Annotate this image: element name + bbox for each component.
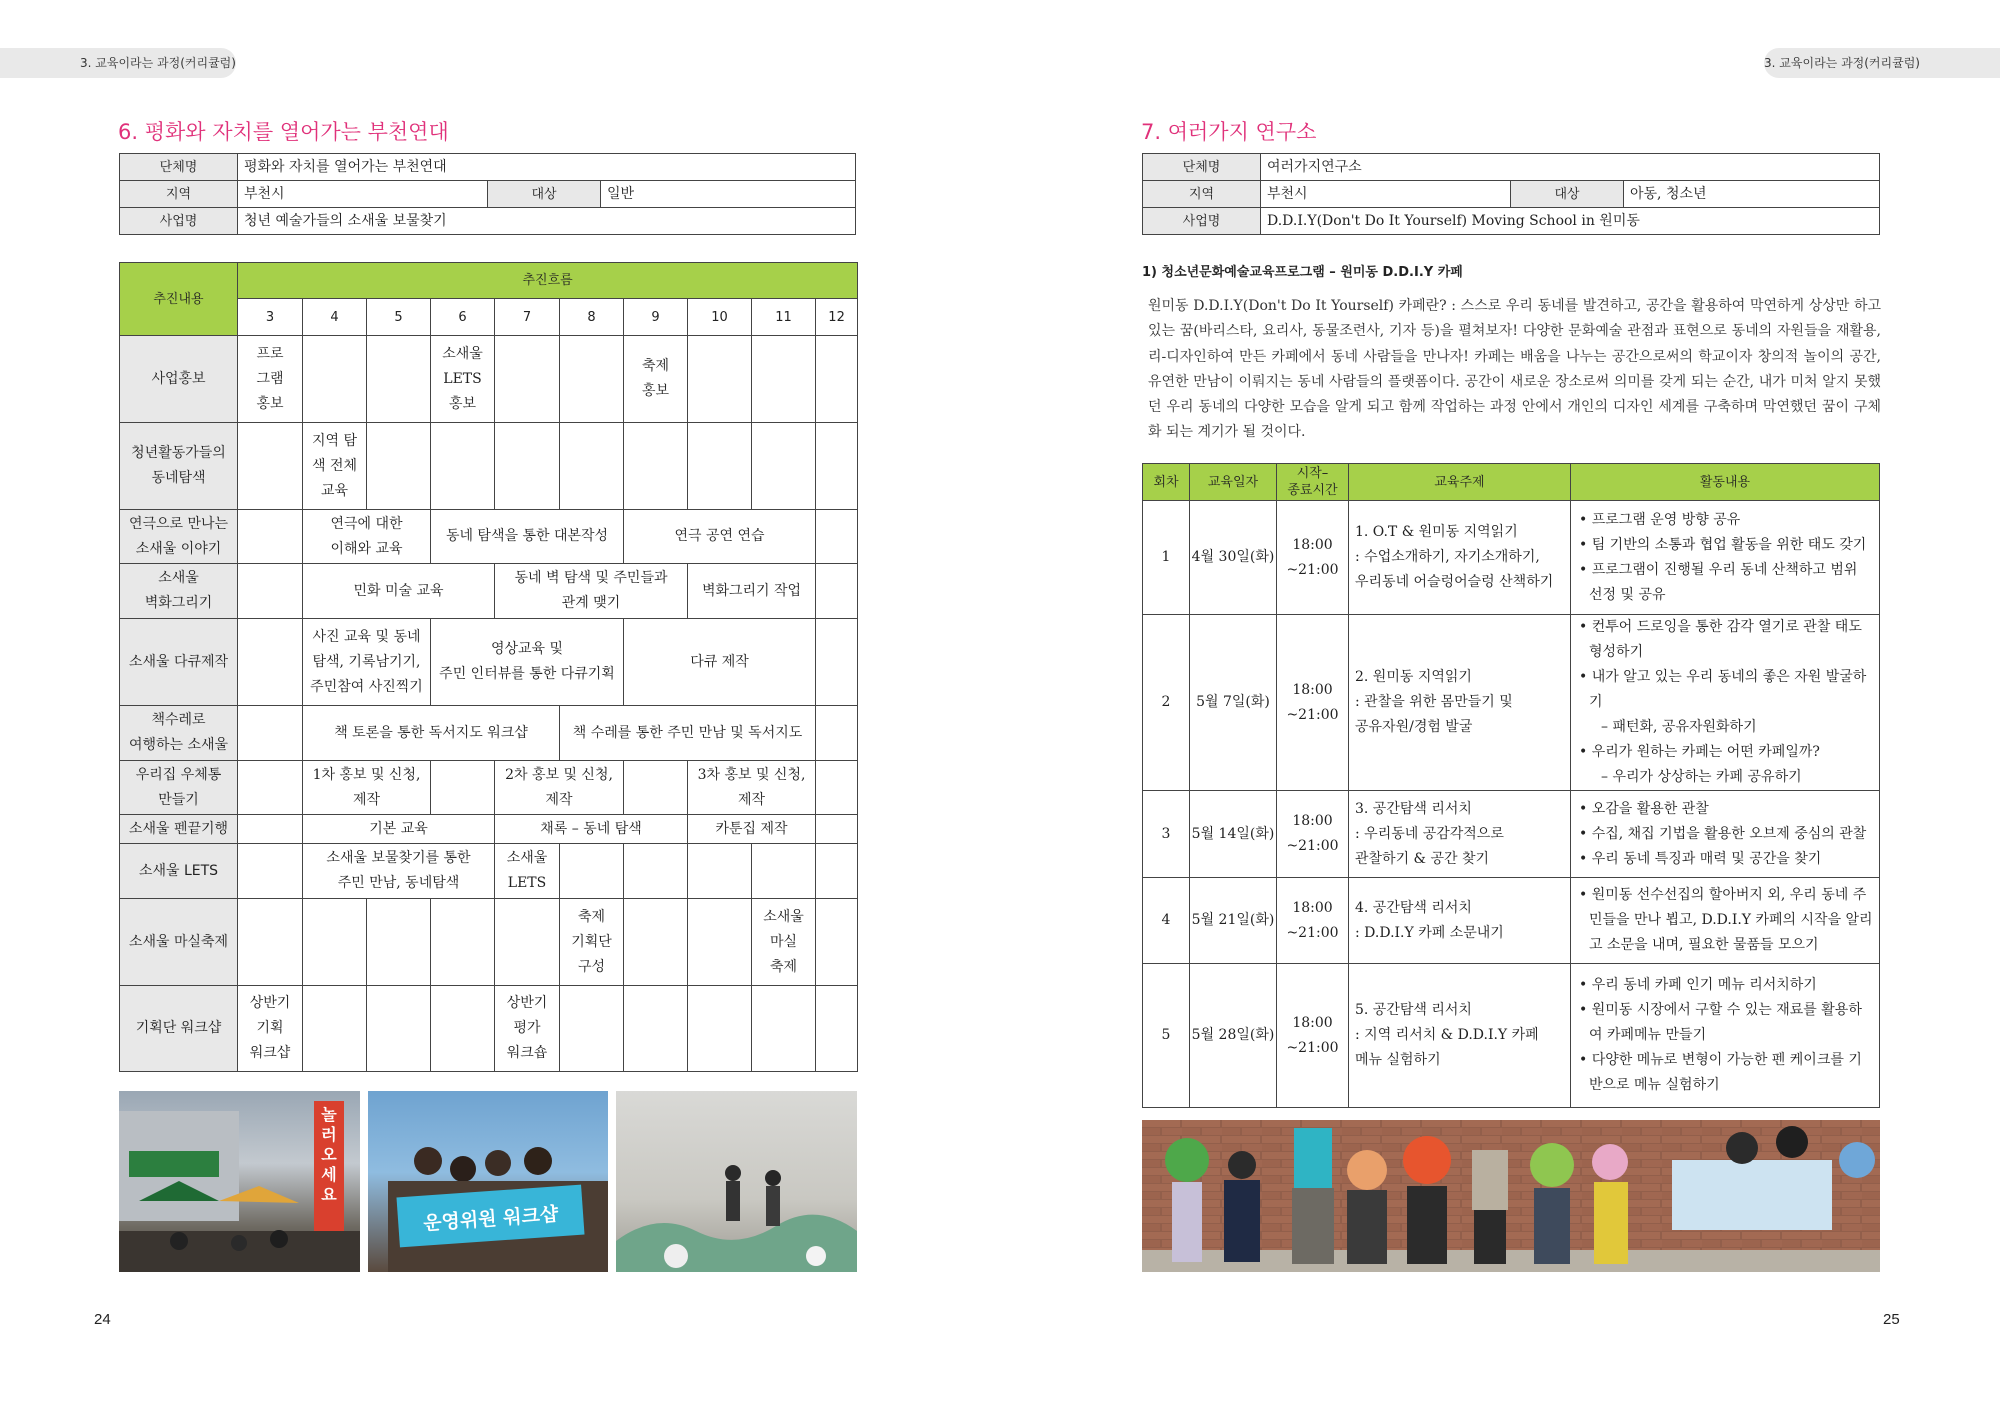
right-section-title: 7. 여러가지 연구소	[1141, 120, 1317, 144]
table-row: 5 5월 28일(화) 18:00 ~21:00 5. 공간탐색 리서치 : 지역 리서치 & D.D.I.Y 카페 메뉴 실험하기 • 우리 동네 카페 인기 메뉴 리서치하기 • 원미동 시장에서 구할 수 있는 재료를 활용하여 카페메뉴 만들기 • 다양한 메뉴로 변형이 가능한 펜 케이크를 기반으로 메뉴 실험하기	[1143, 964, 1880, 1108]
table-row: 사업홍보 프로 그램 홍보 소새울 LETS 홍보 축제 홍보	[120, 336, 858, 423]
table-row: 소새울 펜끝기행 기본 교육 채록 – 동네 탐색 카툰집 제작	[120, 815, 858, 844]
table-row: 우리집 우체통 만들기 1차 홍보 및 신청, 제작 2차 홍보 및 신청, 제작 3차 홍보 및 신청, 제작	[120, 761, 858, 815]
table-row: 연극으로 만나는 소새울 이야기 연극에 대한 이해와 교육 동네 탐색을 통한 대본작성 연극 공연 연습	[120, 510, 858, 564]
left-section-title: 6. 평화와 자치를 열어가는 부천연대	[118, 120, 449, 144]
right-subheading: 1) 청소년문화예술교육프로그램 – 원미동 D.D.I.Y 카페	[1142, 265, 1463, 280]
left-plan-table: 추진내용 추진흐름 3 4 5 6 7 8 9 10 11 12 사업홍보 프로 그램 홍보 소새울 LETS 홍보 축제 홍보 청년활동가들의 동네탐색 지역 탐 색 전체 교육 연극으로 만나는 소새울 이야기 연극에 대한 이해와 교육 동네 탐색을 통한 대본작성 연극 공연 연습 소새울 벽화그리기 민화 미술 교육 동네 벽 탐색 및 주민들과 관계 맺기 벽화그리기 작업 소새울 다큐제작 사진 교육 및 동네 탐색, 기록남기기, 주민참여 사진찍기 영상교육 및 주민 인터뷰를 통한 다큐기획 다큐 제작 책수레로 여행하는 소새울 책 토론을 통한 독서지도 워크샵 책 수레를 통한 주민 만남 및 독서지도 우리집 우체통 만들기 1차 홍보 및 신청, 제작 2차 홍보 및 신청, 제작 3차 홍보 및 신청, 제작 소새울 펜끝기행 기본 교육 채록 – 동네 탐색 카툰집 제작 소새울 LETS 소새울 보물찾기를 통한 주민 만남, 동네탐색 소새울 LETS 소새울 마실축제 축제 기획단 구성 소새울 마실 축제 기획단 워크샵 상반기 기획 워크샵 상반기 평가 워크숍	[119, 262, 858, 1072]
photo-sign-text: 놀러오세요	[321, 1105, 337, 1204]
header-left: 3. 교육이라는 과정(커리큘럼)	[80, 56, 236, 70]
right-info-table: 단체명 여러가지연구소 지역 부천시 대상 아동, 청소년 사업명 D.D.I.Y(Don't Do It Yourself) Moving School in 원미동	[1142, 153, 1880, 235]
photo-kids-masks	[1142, 1120, 1880, 1272]
plan-header-content: 추진내용	[120, 263, 238, 336]
table-row: 1 4월 30일(화) 18:00 ~21:00 1. O.T & 원미동 지역읽기 : 수업소개하기, 자기소개하기, 우리동네 어슬렁어슬렁 산책하기 • 프로그램 운영 방향 공유 • 팀 기반의 소통과 협업 활동을 위한 태도 갖기 • 프로그램이 진행될 우리 동네 산책하고 범위 선정 및 공유	[1143, 501, 1880, 615]
table-row: 기획단 워크샵 상반기 기획 워크샵 상반기 평가 워크숍	[120, 986, 858, 1072]
table-row: 책수레로 여행하는 소새울 책 토론을 통한 독서지도 워크샵 책 수레를 통한 주민 만남 및 독서지도	[120, 706, 858, 761]
table-row: 4 5월 21일(화) 18:00 ~21:00 4. 공간탐색 리서치 : D.D.I.Y 카페 소문내기 • 원미동 선수선집의 할아버지 외, 우리 동네 주민들을 만나 뵙고, D.D.I.Y 카페의 시작을 알리고 소문을 내며, 필요한 물품들 모으기	[1143, 878, 1880, 964]
left-page-number: 24	[94, 1311, 111, 1328]
left-info-table: 단체명 평화와 자치를 열어가는 부천연대 지역 부천시 대상 일반 사업명 청년 예술가들의 소새울 보물찾기	[119, 153, 856, 235]
table-row: 소새울 다큐제작 사진 교육 및 동네 탐색, 기록남기기, 주민참여 사진찍기 영상교육 및 주민 인터뷰를 통한 다큐기획 다큐 제작	[120, 619, 858, 706]
photo-street-festival	[119, 1091, 360, 1272]
photo-mural-painting	[616, 1091, 857, 1272]
right-paragraph: 원미동 D.D.I.Y(Don't Do It Yourself) 카페란? : 스스로 우리 동네를 발견하고, 공간을 활용하여 막연하게 상상만 하고 있는 꿈(바리스타, 요리사, 동물조련사, 기자 등)을 펼쳐보자! 다양한 문화예술 관점과 표현으로 동네의 자원들을 재활용, 리-디자인하여 만든 카페에서 동네 사람들을 만나자! 카페는 배움을 나누는 공간으로써의 학교이자 창의적 놀이의 공간, 유연한 만남이 이뤄지는 동네 사람들의 플랫폼이다. 공간이 새로운 장소로써 의미를 갖게 되는 순간, 내가 미처 알지 못했던 우리 동네의 다양한 모습을 알게 되고 함께 작업하는 과정 안에서 개인의 디자인 세계를 구축하며 막연했던 꿈이 구체화 되는 계기가 될 것이다.	[1148, 298, 1881, 441]
table-row: 청년활동가들의 동네탐색 지역 탐 색 전체 교육	[120, 423, 858, 510]
table-row: 2 5월 7일(화) 18:00 ~21:00 2. 원미동 지역읽기 : 관찰을 위한 몸만들기 및 공유자원/경험 발굴 • 컨투어 드로잉을 통한 감각 열기로 관찰 태도 형성하기 • 내가 알고 있는 우리 동네의 좋은 자원 발굴하기 – 패턴화, 공유자원화하기 • 우리가 원하는 카페는 어떤 카페일까? – 우리가 상상하는 카페 공유하기	[1143, 615, 1880, 791]
table-row: 소새울 벽화그리기 민화 미술 교육 동네 벽 탐색 및 주민들과 관계 맺기 벽화그리기 작업	[120, 564, 858, 619]
plan-header-flow: 추진흐름	[238, 263, 858, 299]
table-row: 소새울 마실축제 축제 기획단 구성 소새울 마실 축제	[120, 899, 858, 986]
sessions-table: 회차 교육일자 시작– 종료시간 교육주제 활동내용 1 4월 30일(화) 18:00 ~21:00 1. O.T & 원미동 지역읽기 : 수업소개하기, 자기소개하기, 우리동네 어슬렁어슬렁 산책하기 • 프로그램 운영 방향 공유 • 팀 기반의 소통과 협업 활동을 위한 태도 갖기 • 프로그램이 진행될 우리 동네 산책하고 범위 선정 및 공유 2 5월 7일(화) 18:00 ~21:00 2. 원미동 지역읽기 : 관찰을 위한 몸만들기 및 공유자원/경험 발굴 • 컨투어 드로잉을 통한 감각 열기로 관찰 태도 형성하기 • 내가 알고 있는 우리 동네의 좋은 자원 발굴하기 – 패턴화, 공유자원화하기 • 우리가 원하는 카페는 어떤 카페일까? – 우리가 상상하는 카페 공유하기 3 5월 14일(화) 18:00 ~21:00 3. 공간탐색 리서치 : 우리동네 공감각적으로 관찰하기 & 공간 찾기 • 오감을 활용한 관찰 • 수집, 채집 기법을 활용한 오브제 중심의 관찰 • 우리 동네 특징과 매력 및 공간을 찾기 4 5월 21일(화) 18:00 ~21:00 4. 공간탐색 리서치 : D.D.I.Y 카페 소문내기 • 원미동 선수선집의 할아버지 외, 우리 동네 주민들을 만나 뵙고, D.D.I.Y 카페의 시작을 알리고 소문을 내며, 필요한 물품들 모으기 5 5월 28일(화) 18:00 ~21:00 5. 공간탐색 리서치 : 지역 리서치 & D.D.I.Y 카페 메뉴 실험하기 • 우리 동네 카페 인기 메뉴 리서치하기 • 원미동 시장에서 구할 수 있는 재료를 활용하여 카페메뉴 만들기 • 다양한 메뉴로 변형이 가능한 펜 케이크를 기반으로 메뉴 실험하기	[1142, 463, 1880, 1108]
right-page-number: 25	[1883, 1311, 1900, 1328]
header-right: 3. 교육이라는 과정(커리큘럼)	[1764, 56, 1920, 70]
table-row: 3 5월 14일(화) 18:00 ~21:00 3. 공간탐색 리서치 : 우리동네 공감각적으로 관찰하기 & 공간 찾기 • 오감을 활용한 관찰 • 수집, 채집 기법을 활용한 오브제 중심의 관찰 • 우리 동네 특징과 매력 및 공간을 찾기	[1143, 791, 1880, 878]
table-row: 소새울 LETS 소새울 보물찾기를 통한 주민 만남, 동네탐색 소새울 LETS	[120, 844, 858, 899]
photo-mural-illustration	[616, 1091, 857, 1272]
photo-kids-masks-illustration	[1142, 1120, 1880, 1272]
photo-banner-text: 운영위원 워크샵	[396, 1185, 584, 1248]
photo-workshop-group	[368, 1091, 608, 1272]
